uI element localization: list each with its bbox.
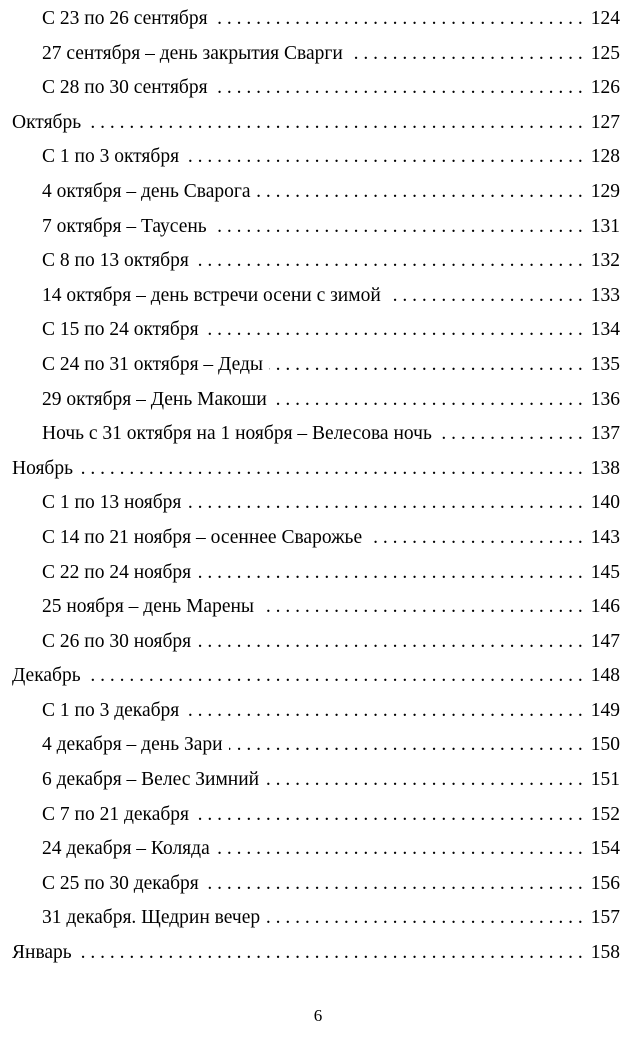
dot-leader bbox=[265, 763, 583, 798]
toc-entry-label: 29 октября – День Макоши bbox=[42, 388, 267, 410]
dot-leader bbox=[257, 175, 583, 210]
dot-leader bbox=[266, 901, 583, 936]
toc-entry bbox=[12, 2, 620, 37]
toc-entry-label: 7 октября – Таусень bbox=[42, 215, 207, 237]
toc-entry-page: 156 bbox=[590, 872, 620, 894]
dot-leader bbox=[213, 210, 583, 245]
dot-leader bbox=[216, 832, 583, 867]
toc-entry-label: 31 декабря. Щедрин вечер bbox=[42, 907, 261, 929]
toc-entry bbox=[12, 590, 620, 625]
toc-entry bbox=[12, 140, 620, 175]
toc-entry-label: 14 октября – день встречи осени с зимой bbox=[42, 284, 381, 306]
toc-entry-page: 150 bbox=[590, 734, 620, 756]
toc-entry bbox=[12, 625, 620, 660]
table-of-contents bbox=[12, 2, 620, 971]
dot-leader bbox=[87, 106, 583, 141]
toc-entry-page: 154 bbox=[590, 838, 620, 860]
dot-leader bbox=[185, 694, 583, 729]
toc-entry-page: 157 bbox=[590, 907, 620, 929]
dot-leader bbox=[229, 728, 583, 763]
toc-entry-page: 133 bbox=[590, 284, 620, 306]
toc-entry bbox=[12, 279, 620, 314]
dot-leader bbox=[197, 625, 583, 660]
toc-entry bbox=[12, 71, 620, 106]
toc-entry bbox=[12, 37, 620, 72]
toc-entry bbox=[12, 244, 620, 279]
toc-entry-label: С 23 по 26 сентября bbox=[42, 8, 208, 29]
toc-entry bbox=[12, 867, 620, 902]
toc-entry-page: 145 bbox=[590, 561, 620, 583]
toc-entry bbox=[12, 175, 620, 210]
toc-entry-label: 24 декабря – Коляда bbox=[42, 838, 210, 860]
toc-entry-page: 128 bbox=[590, 146, 620, 168]
toc-entry-label: С 15 по 24 октября bbox=[42, 319, 199, 341]
dot-leader bbox=[269, 348, 583, 383]
dot-leader bbox=[260, 590, 583, 625]
toc-entry-page: 135 bbox=[590, 353, 620, 375]
toc-entry-label: С 22 по 24 ноября bbox=[42, 561, 192, 583]
toc-entry bbox=[12, 210, 620, 245]
toc-entry bbox=[12, 521, 620, 556]
toc-entry-label: Январь bbox=[12, 942, 72, 964]
toc-entry-label: Октябрь bbox=[12, 111, 82, 133]
toc-entry bbox=[12, 832, 620, 867]
toc-section bbox=[12, 106, 620, 141]
toc-entry-label: С 1 по 13 ноября bbox=[42, 492, 182, 514]
dot-leader bbox=[185, 140, 583, 175]
toc-entry bbox=[12, 383, 620, 418]
toc-entry-label: С 25 по 30 декабря bbox=[42, 872, 199, 894]
toc-entry-label: С 14 по 21 ноября – осеннее Сварожье bbox=[42, 526, 363, 548]
dot-leader bbox=[195, 244, 583, 279]
dot-leader bbox=[214, 2, 583, 37]
toc-entry-label: 4 октября – день Сварога bbox=[42, 180, 251, 202]
dot-leader bbox=[387, 279, 583, 314]
dot-leader bbox=[273, 383, 583, 418]
toc-entry-page: 127 bbox=[590, 111, 620, 133]
toc-entry-label: С 7 по 21 декабря bbox=[42, 803, 189, 825]
toc-entry bbox=[12, 556, 620, 591]
toc-entry-label: С 24 по 31 октября – Деды bbox=[42, 353, 263, 375]
toc-entry bbox=[12, 763, 620, 798]
dot-leader bbox=[368, 521, 583, 556]
toc-entry bbox=[12, 486, 620, 521]
toc-entry-page: 140 bbox=[590, 492, 620, 514]
dot-leader bbox=[78, 936, 583, 971]
dot-leader bbox=[214, 71, 583, 106]
toc-entry-label: С 28 по 30 сентября bbox=[42, 77, 208, 99]
toc-entry-page: 143 bbox=[590, 526, 620, 548]
page-number: 6 bbox=[313, 1006, 323, 1025]
toc-entry-label: 25 ноября – день Марены bbox=[42, 596, 255, 618]
toc-section bbox=[12, 659, 620, 694]
toc-entry bbox=[12, 798, 620, 833]
toc-entry-label: С 8 по 13 октября bbox=[42, 250, 189, 272]
toc-entry-page: 148 bbox=[590, 665, 620, 687]
dot-leader bbox=[197, 556, 583, 591]
toc-entry-label: Ноябрь bbox=[12, 457, 73, 479]
toc-entry-page: 136 bbox=[590, 388, 620, 410]
toc-entry-label: Декабрь bbox=[12, 665, 81, 687]
toc-entry-label: 6 декабря – Велес Зимний bbox=[42, 769, 260, 791]
toc-entry-label: С 26 по 30 ноября bbox=[42, 630, 192, 652]
toc-entry-label: С 1 по 3 октября bbox=[42, 146, 180, 168]
toc-entry-page: 129 bbox=[590, 180, 620, 202]
toc-entry-label: 4 декабря – день Зари bbox=[42, 734, 223, 756]
toc-entry bbox=[12, 901, 620, 936]
toc-section bbox=[12, 936, 620, 971]
toc-entry-page: 124 bbox=[590, 8, 620, 29]
dot-leader bbox=[87, 659, 583, 694]
toc-entry-label: Ночь с 31 октября на 1 ноября – Велесова ночь bbox=[42, 423, 432, 445]
dot-leader bbox=[187, 486, 582, 521]
toc-entry bbox=[12, 417, 620, 452]
toc-entry bbox=[12, 728, 620, 763]
toc-entry-page: 138 bbox=[590, 457, 620, 479]
toc-entry-page: 132 bbox=[590, 250, 620, 272]
toc-entry-page: 149 bbox=[590, 699, 620, 721]
dot-leader bbox=[205, 313, 583, 348]
toc-entry-label: С 1 по 3 декабря bbox=[42, 699, 180, 721]
toc-entry bbox=[12, 694, 620, 729]
toc-entry-page: 131 bbox=[590, 215, 620, 237]
dot-leader bbox=[79, 452, 583, 487]
toc-entry-page: 125 bbox=[590, 42, 620, 64]
toc-entry-page: 158 bbox=[590, 942, 620, 964]
toc-entry-page: 152 bbox=[590, 803, 620, 825]
toc-entry-page: 126 bbox=[590, 77, 620, 99]
toc-entry-page: 134 bbox=[590, 319, 620, 341]
toc-entry-page: 137 bbox=[590, 423, 620, 445]
dot-leader bbox=[195, 798, 583, 833]
toc-section bbox=[12, 452, 620, 487]
toc-entry-page: 151 bbox=[590, 769, 620, 791]
toc-entry-page: 146 bbox=[590, 596, 620, 618]
toc-entry bbox=[12, 348, 620, 383]
toc-entry-label: 27 сентября – день закрытия Сварги bbox=[42, 42, 343, 64]
dot-leader bbox=[438, 417, 583, 452]
dot-leader bbox=[349, 37, 583, 72]
toc-entry bbox=[12, 313, 620, 348]
dot-leader bbox=[205, 867, 583, 902]
toc-entry-page: 147 bbox=[590, 630, 620, 652]
